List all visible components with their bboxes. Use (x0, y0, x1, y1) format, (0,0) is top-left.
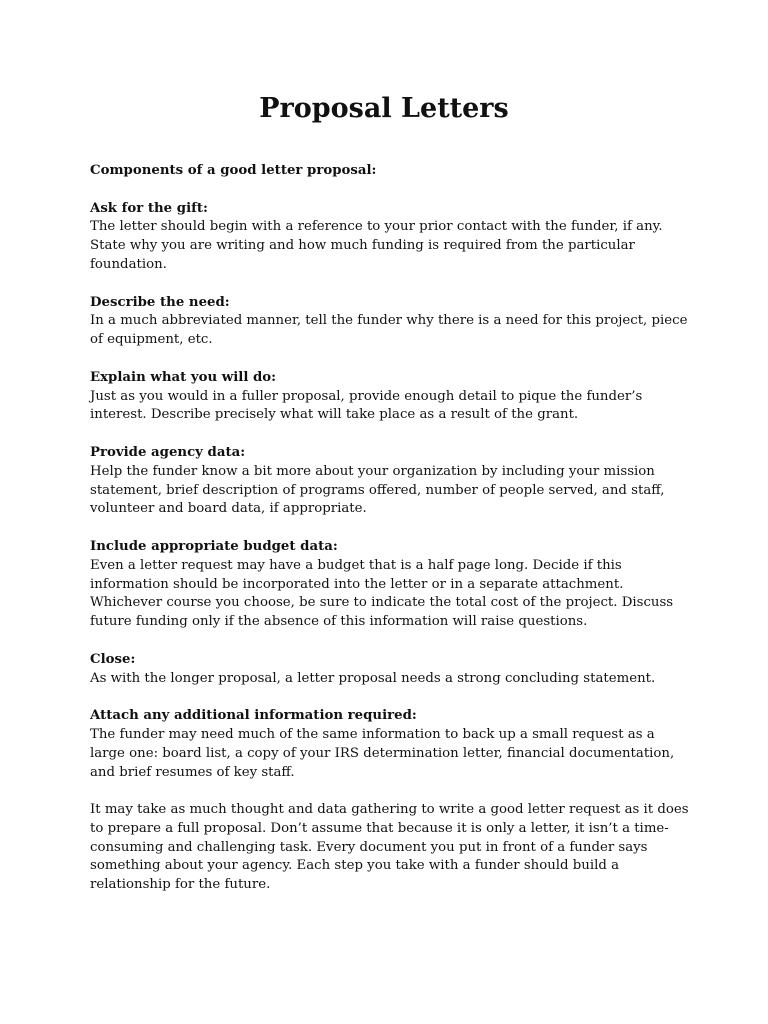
text-line: The funder may need much of the same information to back up a small request as a (90, 726, 655, 742)
intro-heading: Components of a good letter proposal: (90, 163, 377, 178)
section-body (90, 312, 690, 350)
document-body (90, 162, 690, 914)
text-line: It may take as much thought and data gathering to write a good letter request as it does (90, 802, 689, 818)
section-budget-data (90, 538, 690, 632)
section-heading: Close: (90, 651, 136, 667)
text-line: interest. Describe precisely what will take place as a result of the grant. (90, 407, 579, 423)
section-heading: Attach any additional information required: (90, 708, 417, 724)
section-agency-data (90, 444, 690, 519)
section-heading: Ask for the gift: (90, 200, 208, 216)
text-line: Help the funder know a bit more about your organization by including your mission (90, 463, 655, 479)
text-line: consuming and challenging task. Every document you put in front of a funder says (90, 839, 648, 855)
text-line: The letter should begin with a reference to your prior contact with the funder, if any. (90, 219, 663, 235)
section-body (90, 670, 690, 689)
section-body (90, 726, 690, 782)
section-ask-for-gift (90, 200, 690, 275)
section-heading: Explain what you will do: (90, 369, 277, 385)
text-line: and brief resumes of key staff. (90, 764, 295, 780)
text-line: information should be incorporated into the letter or in a separate attachment. (90, 576, 624, 592)
text-line: Whichever course you choose, be sure to indicate the total cost of the project. Discuss (90, 595, 674, 611)
text-line: As with the longer proposal, a letter proposal needs a strong concluding statement. (90, 670, 656, 686)
text-line: foundation. (90, 256, 167, 272)
section-close (90, 651, 690, 689)
text-line: Just as you would in a fuller proposal, provide enough detail to pique the funder’s (90, 388, 643, 404)
text-line: something about your agency. Each step you take with a funder should build a (90, 858, 620, 874)
section-explain-plan (90, 369, 690, 425)
text-line: volunteer and board data, if appropriate. (90, 501, 367, 517)
section-body (90, 557, 690, 632)
text-line: In a much abbreviated manner, tell the funder why there is a need for this project, piece (90, 313, 688, 329)
section-heading: Provide agency data: (90, 444, 246, 460)
section-body (90, 463, 690, 519)
section-additional-info (90, 707, 690, 782)
text-line: State why you are writing and how much funding is required from the particular (90, 238, 635, 254)
text-line: Even a letter request may have a budget that is a half page long. Decide if this (90, 557, 622, 573)
page-title: Proposal Letters (259, 93, 509, 124)
text-line: of equipment, etc. (90, 332, 213, 348)
section-body (90, 388, 690, 426)
text-line: relationship for the future. (90, 877, 271, 893)
text-line: future funding only if the absence of this information will raise questions. (90, 614, 588, 630)
closing-body (90, 801, 690, 895)
section-body (90, 218, 690, 274)
closing-paragraph (90, 801, 690, 895)
section-describe-need (90, 294, 690, 350)
section-heading: Include appropriate budget data: (90, 538, 338, 554)
text-line: large one: board list, a copy of your IRS determination letter, financial documentation, (90, 745, 675, 761)
section-heading: Describe the need: (90, 294, 230, 310)
text-line: statement, brief description of programs offered, number of people served, and staff, (90, 482, 665, 498)
text-line: to prepare a full proposal. Don’t assume that because it is only a letter, it isn’t a time- (90, 820, 669, 836)
